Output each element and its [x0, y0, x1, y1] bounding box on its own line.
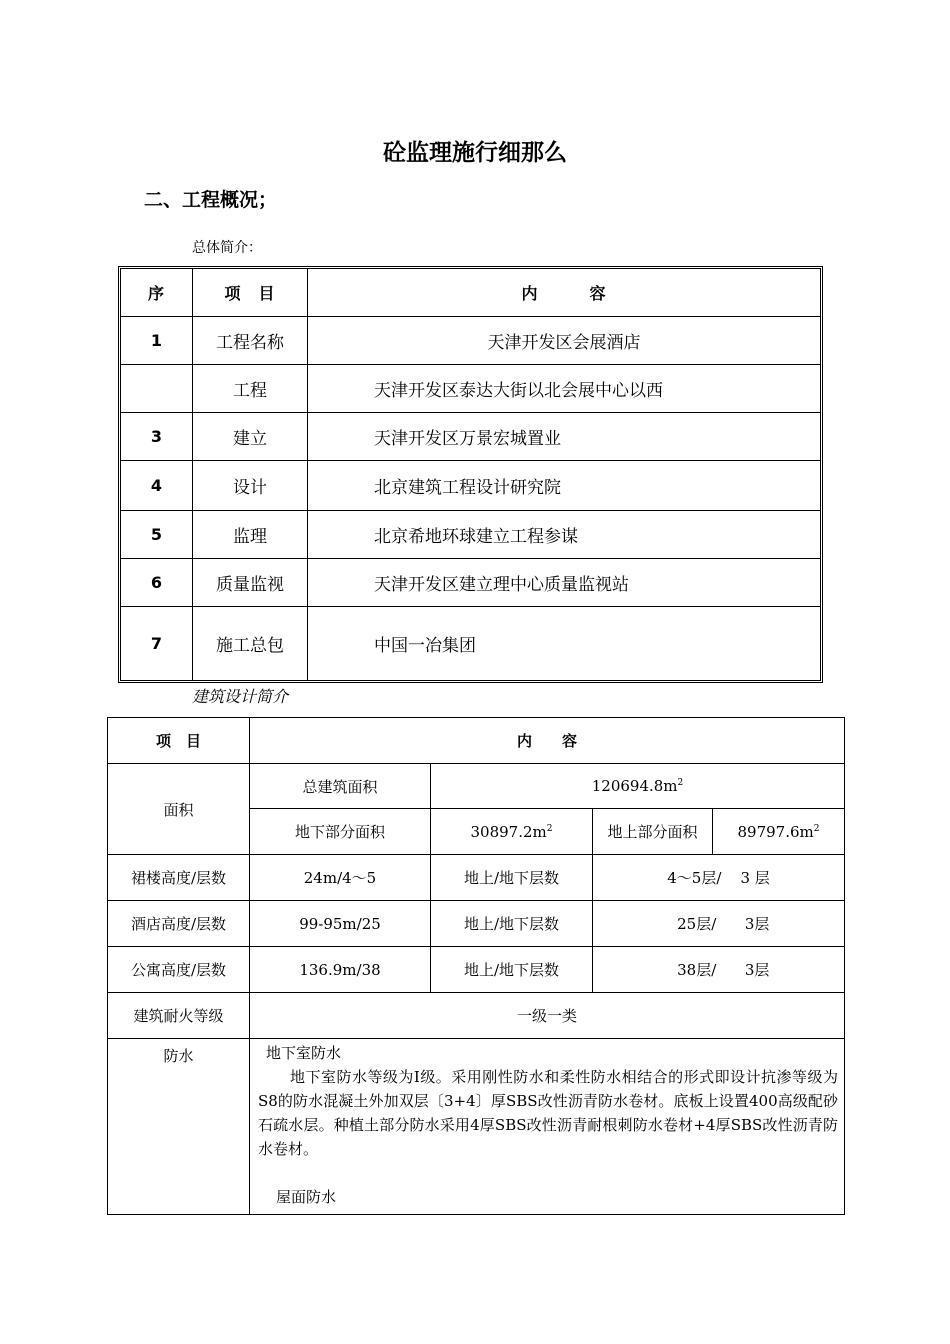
row-seq — [121, 365, 193, 413]
table-row — [121, 511, 821, 559]
total-area-label: 总建筑面积 — [250, 764, 431, 809]
row-height: 136.9m/38 — [250, 947, 431, 993]
fire-rating-value: 一级一类 — [250, 993, 845, 1039]
header-seq: 序 — [121, 269, 193, 317]
waterproof-label: 防水 — [108, 1039, 250, 1215]
area-label: 面积 — [108, 764, 250, 855]
row-item: 质量监视 — [193, 559, 308, 607]
row-content: 天津开发区建立理中心质量监视站 — [308, 559, 821, 607]
row-item: 建立 — [193, 413, 308, 461]
row-label: 裙楼高度/层数 — [108, 855, 250, 901]
row-floors: 38层/ 3层 — [593, 947, 845, 993]
header-item: 项 目 — [108, 718, 250, 764]
waterproof-roof-heading: 屋面防水 — [276, 1188, 337, 1206]
row-content: 北京希地环球建立工程参谋 — [308, 511, 821, 559]
table-header-row — [121, 269, 821, 317]
row-floors-label: 地上/地下层数 — [431, 947, 593, 993]
header-content: 内 容 — [308, 269, 821, 317]
aboveground-area-label: 地上部分面积 — [593, 809, 713, 855]
table-row — [108, 764, 845, 809]
table-row — [121, 365, 821, 413]
row-floors-label: 地上/地下层数 — [431, 901, 593, 947]
table-row — [108, 993, 845, 1039]
row-item: 工程 — [193, 365, 308, 413]
row-content: 天津开发区万景宏城置业 — [308, 413, 821, 461]
table-row — [121, 461, 821, 511]
table-row — [108, 901, 845, 947]
row-content: 天津开发区会展酒店 — [308, 317, 821, 365]
table-row — [121, 559, 821, 607]
header-content: 内 容 — [250, 718, 845, 764]
table-row — [108, 855, 845, 901]
architecture-design-table — [107, 717, 845, 1215]
row-height: 99-95m/25 — [250, 901, 431, 947]
table-header-row — [108, 718, 845, 764]
aboveground-area-value: $89797.6m^2$ — [713, 809, 845, 855]
underground-area-label: 地下部分面积 — [250, 809, 431, 855]
row-item: 施工总包 — [193, 607, 308, 681]
row-seq: 7 — [121, 607, 193, 681]
row-floors-label: 地上/地下层数 — [431, 855, 593, 901]
document-title: 砼监理施行细那么 — [383, 140, 567, 166]
row-seq: 5 — [121, 511, 193, 559]
row-content: 天津开发区泰达大街以北会展中心以西 — [308, 365, 821, 413]
header-item: 项 目 — [193, 269, 308, 317]
project-overview-table — [120, 268, 821, 681]
waterproof-content — [250, 1039, 845, 1215]
intro-label: 总体简介： — [192, 240, 262, 256]
subheading-architecture: 建筑设计简介 — [192, 687, 289, 706]
row-floors: 25层/ 3层 — [593, 901, 845, 947]
row-item: 监理 — [193, 511, 308, 559]
row-seq: 6 — [121, 559, 193, 607]
total-area-value: $120694.8m^2$ — [431, 764, 845, 809]
table-row — [108, 947, 845, 993]
section-heading: 二、工程概况； — [144, 189, 278, 211]
fire-rating-label: 建筑耐火等级 — [108, 993, 250, 1039]
row-item: 设计 — [193, 461, 308, 511]
row-label: 公寓高度/层数 — [108, 947, 250, 993]
row-floors: 4～5层/ 3 层 — [593, 855, 845, 901]
row-content: 中国一冶集团 — [308, 607, 821, 681]
row-seq: 1 — [121, 317, 193, 365]
waterproof-basement-text: 地下室防水等级为Ⅰ级。采用刚性防水和柔性防水相结合的形式即设计抗渗等级为S8的防水混凝土外加双层〔3+4〕厚SBS改性沥青防水卷材。底板上设置400高级配砂石疏水层。种植土部分防水采用4厚SBS改性沥青耐根刺防水卷材+4厚SBS改性沥青防水卷材。 — [258, 1068, 839, 1158]
waterproof-basement-heading: 地下室防水 — [266, 1044, 342, 1062]
table-row — [121, 317, 821, 365]
table-row — [121, 607, 821, 681]
table-row — [121, 413, 821, 461]
underground-area-value: $30897.2m^2$ — [431, 809, 593, 855]
row-content: 北京建筑工程设计研究院 — [308, 461, 821, 511]
row-seq: 3 — [121, 413, 193, 461]
row-label: 酒店高度/层数 — [108, 901, 250, 947]
row-height: 24m/4～5 — [250, 855, 431, 901]
table-row — [108, 1039, 845, 1215]
row-item: 工程名称 — [193, 317, 308, 365]
row-seq: 4 — [121, 461, 193, 511]
